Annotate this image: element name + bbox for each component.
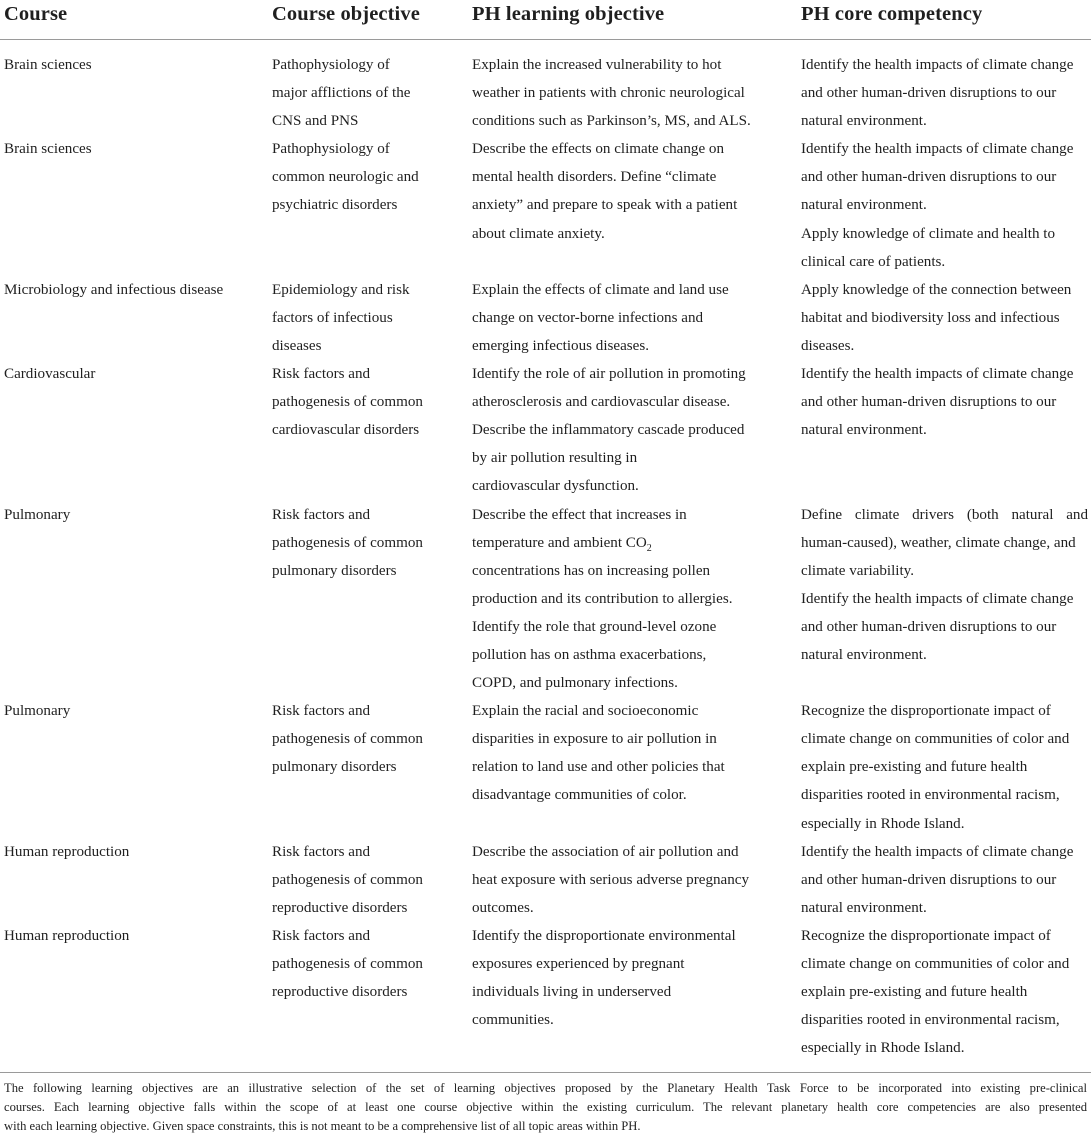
core-competency-cell [797,501,1091,698]
cell-line: pulmonary disorders [272,759,397,776]
cell-line: and other human-driven disruptions to our [801,169,1057,186]
cell-line: mental health disorders. Define “climate [472,169,717,186]
cell-line: Explain the racial and socioeconomic [472,703,699,720]
cell-line: cardiovascular dysfunction. [472,478,639,495]
footnote-line: with each learning objective. Given space constraints, this is not meant to be a comprehensive list of all topic areas within PH. [4,1119,641,1134]
table-row [0,135,1091,275]
cell-line: Identify the role of air pollution in promoting [472,366,746,383]
core-competency-cell [797,697,1091,837]
core-competency-cell [797,922,1091,1062]
cell-line: pollution has on asthma exacerbations, [472,646,707,663]
cell-line: cardiovascular disorders [272,422,420,439]
cell-line: natural environment. [801,197,927,214]
cell-line: Explain the effects of climate and land use [472,281,729,298]
cell-line: anxiety” and prepare to speak with a patient [472,197,738,214]
cell-line: Pulmonary [4,703,71,720]
core-competency-cell [797,135,1091,275]
cell-line: pathogenesis of common [272,731,423,748]
cell-line: habitat and biodiversity loss and infectious [801,309,1060,326]
cell-line: pathogenesis of common [272,871,423,888]
table-row [0,360,1091,500]
footnote-line: courses. Each learning objective falls within the scope of at least one course objective within the existing curriculum. The relevant planetary health core competencies are also presented [4,1100,1087,1115]
table-row [0,922,1091,1062]
cell-line: explain pre-existing and future health [801,984,1028,1001]
cell-line: Define climate drivers (both natural and [801,506,1088,523]
header-course: Course [4,3,68,25]
cell-line: diseases [272,337,322,354]
cell-line: reproductive disorders [272,984,408,1001]
footnote-line: The following learning objectives are an illustrative selection of the set of learning objectives proposed by the Planetary Health Task Force to be incorporated into existing pre-clinical [4,1081,1087,1096]
cell-line: reproductive disorders [272,899,408,916]
table-row [0,51,1091,135]
header-course-objective: Course objective [272,3,420,25]
cell-line: Describe the inflammatory cascade produced [472,422,745,439]
cell-line: weather in patients with chronic neurological [472,85,745,102]
cell-line: Risk factors and [272,843,371,860]
table-row [0,697,1091,837]
cell-line: COPD, and pulmonary infections. [472,675,678,692]
cell-line: common neurologic and [272,169,419,186]
cell-line: atherosclerosis and cardiovascular disease. [472,394,731,411]
cell-line: Risk factors and [272,927,371,944]
course-cell [0,697,267,837]
cell-line: Identify the health impacts of climate change [801,141,1074,158]
cell-line: Brain sciences [4,141,92,158]
cell-line: climate change on communities of color and [801,731,1070,748]
cell-line: Identify the role that ground-level ozone [472,618,717,635]
cell-line: conditions such as Parkinson’s, MS, and ALS. [472,113,751,130]
learning-objective-cell [468,922,797,1062]
course-objective-cell [267,922,468,1062]
cell-line: Human reproduction [4,927,130,944]
table-row [0,501,1091,698]
cell-line: Identify the health impacts of climate change [801,590,1074,607]
course-objective-cell [267,51,468,135]
learning-objective-cell [468,135,797,275]
cell-line: human-caused), weather, climate change, and [801,534,1076,551]
cell-line: emerging infectious diseases. [472,337,650,354]
cell-line: Identify the health impacts of climate change [801,57,1074,73]
cell-line: Microbiology and infectious disease [4,281,224,298]
course-cell [0,360,267,500]
cell-line: disparities rooted in environmental racism, [801,787,1060,804]
cell-line: disparities rooted in environmental racism, [801,1012,1060,1029]
cell-line: heat exposure with serious adverse pregnancy [472,871,750,888]
cell-line: Pulmonary [4,506,71,523]
cell-line: pulmonary disorders [272,562,397,579]
cell-line: Pathophysiology of [272,141,390,158]
cell-line: especially in Rhode Island. [801,1040,965,1057]
cell-line: pathogenesis of common [272,534,423,551]
cell-line: natural environment. [801,899,927,916]
cell-line: and other human-driven disruptions to our [801,871,1057,888]
cell-line: about climate anxiety. [472,225,605,242]
cell-line: Risk factors and [272,366,371,383]
cell-line: climate variability. [801,562,915,579]
course-objective-cell [267,135,468,275]
cell-line: and other human-driven disruptions to our [801,85,1057,102]
cell-line: Cardiovascular [4,366,96,383]
cell-line: pathogenesis of common [272,394,423,411]
core-competency-cell [797,838,1091,922]
cell-line: Apply knowledge of the connection between [801,281,1072,298]
cell-line: and other human-driven disruptions to our [801,618,1057,635]
learning-objective-cell [468,697,797,837]
cell-line: Identify the disproportionate environmental [472,927,736,944]
cell-line: especially in Rhode Island. [801,815,965,832]
course-objective-cell [267,501,468,698]
learning-objective-cell [468,838,797,922]
header-ph-core-competency: PH core competency [801,3,983,25]
table-footnote [0,1073,1091,1136]
course-objective-cell [267,697,468,837]
cell-line: natural environment. [801,113,927,130]
cell-line: Epidemiology and risk [272,281,410,298]
cell-line: Identify the health impacts of climate change [801,366,1074,383]
course-cell [0,501,267,698]
core-competency-cell [797,276,1091,360]
cell-line: diseases. [801,337,855,354]
core-competency-cell [797,360,1091,500]
cell-line: production and its contribution to allergies. [472,590,733,607]
cell-line: clinical care of patients. [801,253,946,270]
cell-line: Describe the effects on climate change on [472,141,725,158]
cell-line: disparities in exposure to air pollution in [472,731,717,748]
cell-line: disadvantage communities of color. [472,787,687,804]
cell-line: factors of infectious [272,309,393,326]
table-body [0,40,1091,1062]
cell-line: Risk factors and [272,703,371,720]
course-cell [0,51,267,135]
cell-line: temperature and ambient $CO_2$ [472,534,652,554]
cell-line: Pathophysiology of [272,57,390,73]
course-objective-cell [267,838,468,922]
cell-line: Describe the effect that increases in [472,506,687,523]
course-objective-cell [267,276,468,360]
learning-objective-cell [468,276,797,360]
course-objective-cell [267,360,468,500]
cell-line: Human reproduction [4,843,130,860]
cell-line: natural environment. [801,422,927,439]
course-cell [0,838,267,922]
cell-line: Recognize the disproportionate impact of [801,703,1051,720]
cell-line: Recognize the disproportionate impact of [801,927,1051,944]
learning-objective-cell [468,360,797,500]
co2-subscript: 2 [646,542,652,554]
cell-line: Identify the health impacts of climate change [801,843,1074,860]
course-cell [0,276,267,360]
learning-objective-cell [468,51,797,135]
cell-line: concentrations has on increasing pollen [472,562,711,579]
cell-line: and other human-driven disruptions to our [801,394,1057,411]
cell-line: Describe the association of air pollution and [472,843,739,860]
cell-line: Apply knowledge of climate and health to [801,225,1056,242]
cell-line: psychiatric disorders [272,197,398,214]
cell-line: individuals living in underserved [472,984,672,1001]
cell-line: pathogenesis of common [272,956,423,972]
cell-line: relation to land use and other policies that [472,759,725,776]
table-header [0,0,1091,40]
table-row [0,838,1091,922]
course-cell [0,135,267,275]
cell-line: explain pre-existing and future health [801,759,1028,776]
cell-line: natural environment. [801,646,927,663]
cell-line: by air pollution resulting in [472,450,638,467]
cell-line: exposures experienced by pregnant [472,956,685,972]
cell-line: outcomes. [472,899,534,916]
table-row [0,276,1091,360]
core-competency-cell [797,51,1091,135]
cell-line: major afflictions of the [272,85,411,102]
cell-line: communities. [472,1012,554,1029]
cell-line: Explain the increased vulnerability to hot [472,57,722,73]
course-cell [0,922,267,1062]
cell-line: CNS and PNS [272,113,359,130]
cell-line: change on vector-borne infections and [472,309,704,326]
cell-line: Risk factors and [272,506,371,523]
cell-line: climate change on communities of color and [801,956,1070,972]
cell-line: Brain sciences [4,57,92,73]
learning-objective-cell [468,501,797,698]
header-ph-learning-objective: PH learning objective [472,3,665,25]
